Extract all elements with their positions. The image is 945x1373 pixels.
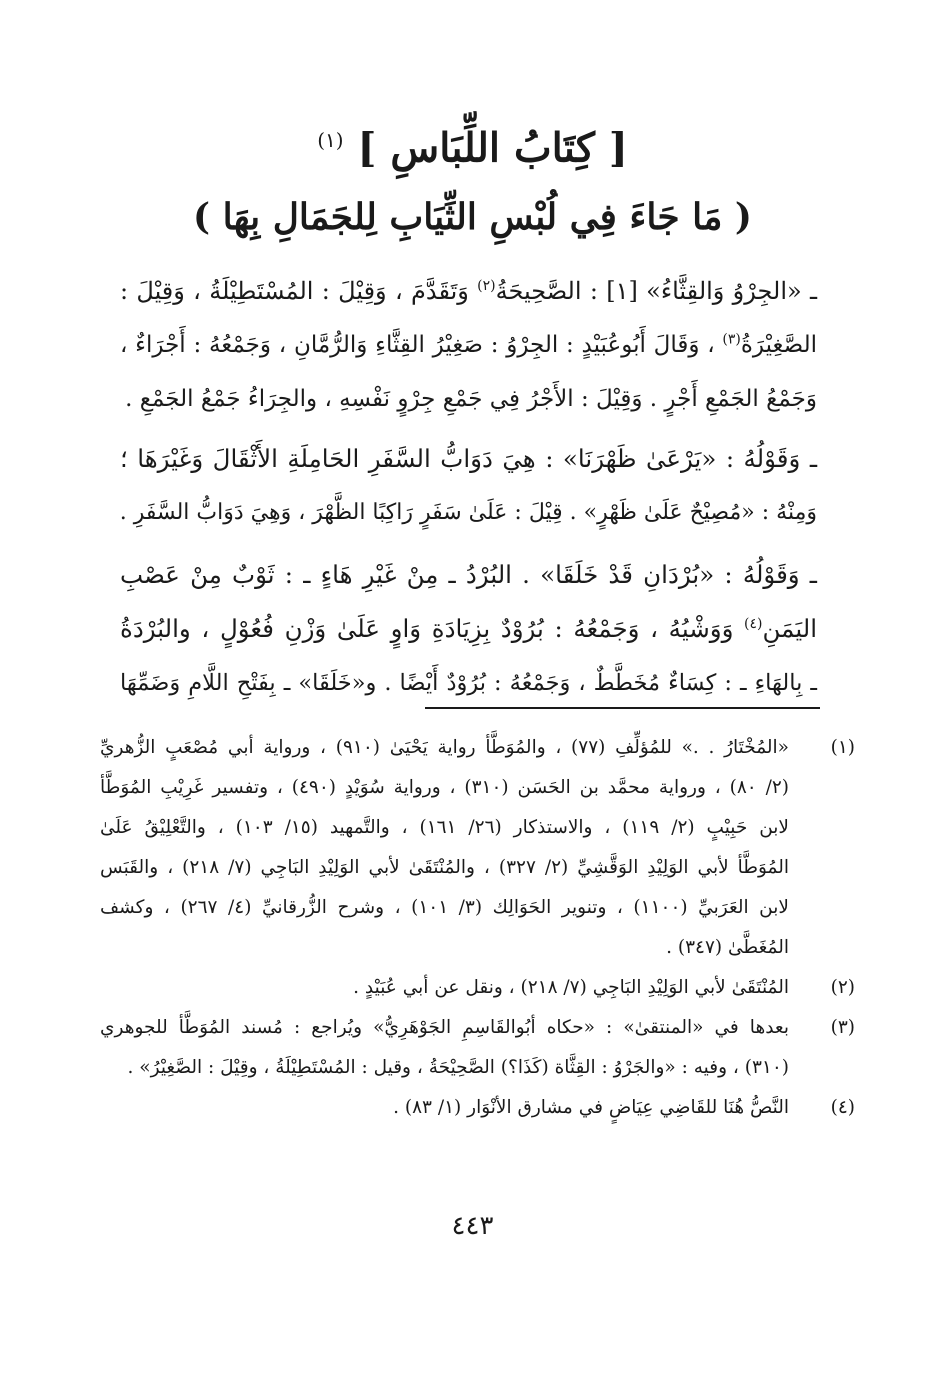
entry-text: ، وَقَالَ أَبُوعُبَيْدٍ : الجِرْوُ : صَغِيْرُ القِثَّاءِ وَالرُّمَّانِ ، وَجَمْعُهُ : أَجْرَاءٌ ،	[120, 332, 723, 358]
footnote-3	[100, 1008, 855, 1088]
entry-line	[120, 548, 817, 602]
entry-text: وَمِنْهُ : «مُصِيْحٌ عَلَىٰ ظَهْرٍ» . قِيْلَ : عَلَىٰ سَفَرٍ رَاكِبًا الظَّهْرَ ، وَهِيَ دَوَابُّ السَّفَرِ .	[119, 500, 817, 525]
footnote-ref: (٢)	[477, 278, 496, 294]
footnote-line: «المُخْتَارُ . .» للمُؤلِّفِ (٧٧) ، والمُوَطَّأ رواية يَحْيَىٰ (٩١٠) ، ورواية أبي مُصْعَبٍ الزُّهريِّ	[100, 737, 789, 758]
footnote-line: لابن حَبِيْبٍ (٢/ ١١٩) ، والاستذكار (٢٦/ ١٦١) ، والتَّمهيد (١٥/ ١٠٣) ، والتَّعْلِيْقُ عَلَىٰ	[100, 817, 789, 838]
entry-zahrana	[120, 432, 817, 540]
entry-text: ـ بِالهَاءِ ـ : كِسَاءٌ مُخَطَّطٌ ، وَجَمْعُهُ : بُرُوْدٌ أَيْضًا . و«خَلَقَا» ـ بِفَتْحِ اللَّامِ وَضَمِّهَا	[120, 670, 817, 696]
entry-line	[120, 656, 817, 710]
page-number: ٤٤٣	[451, 1211, 494, 1241]
footnote-ref: (٤)	[744, 615, 763, 632]
footnote-ref: (٣)	[722, 331, 741, 348]
entry-line	[120, 432, 817, 486]
entry-text: اليَمَنِ	[762, 614, 817, 643]
footnote-4	[100, 1088, 855, 1128]
footnote-number: (٤)	[830, 1097, 855, 1118]
entry-text: ـ وَقَوْلُهُ : «بُرْدَانِ قَدْ خَلَقَا» . البُرْدُ ـ مِنْ غَيْرِ هَاءٍ ـ : ثَوْبٌ مِنْ عَصْبِ	[120, 560, 817, 589]
footnote-2	[100, 968, 855, 1008]
footnote-line: بعدها في «المنتقىٰ» : «حكاه أبُوالقَاسِمِ الجَوْهَرِيُّ» ويُراجع : مُسند المُوَطَّأ للجوهري	[100, 1017, 789, 1038]
footnote-line: المُنْتَقَىٰ لأبي الوَلِيْدِ البَاجِي (٧/ ٢١٨) ، ونقل عن أبي عُبَيْدٍ .	[353, 977, 789, 998]
footnote-number: (١)	[830, 737, 855, 758]
entry-line	[120, 486, 817, 540]
entry-text: وَوَشْيُهُ ، وَجَمْعُهُ : بُرُوْدٌ بِزِيَادَةِ وَاوٍ عَلَىٰ وَزْنِ فُعُوْلٍ ، والبُرْدَةُ	[120, 614, 745, 643]
entry-line	[120, 372, 817, 426]
footnote-line: (٢/ ٨٠) ، ورواية محمَّد بن الحَسَن (٣١٠) ، ورواية سُوَيْدٍ (٤٩٠) ، وتفسير غَرِيْبِ المُوَطَّأ	[100, 777, 789, 798]
entry-line	[120, 318, 817, 372]
entry-text: ـ «الجِرْوُ وَالقِثَّاءُ» [١] : الصَّحِيحَةُ	[495, 277, 818, 305]
entry-text: وَجَمْعُ الجَمْعِ أَجْرٍ . وَقِيْلَ : الأَجْرُ فِي جَمْعِ جِرْوٍ نَفْسِهِ ، والجِرَاءُ جَمْعُ الجَمْعِ .	[125, 386, 817, 412]
entry-text: الصَّغِيْرَةُ	[740, 332, 817, 358]
book-title	[0, 112, 945, 176]
footnote-1	[100, 728, 855, 968]
footnote-separator	[425, 707, 820, 709]
entry-burdan	[120, 548, 817, 710]
footnote-line: (٣١٠) ، وفيه : «والجَرْوُ : القِثَّاة (كَذَا؟) الصَّحِيْحَةُ ، وقيل : المُسْتَطِيْلَةُ ، وقِيْلَ : الصَّغِيْرُ» .	[127, 1057, 789, 1078]
book-title-footnote-ref: (١)	[317, 128, 344, 152]
book-title-text: [ كِتَابُ اللِّبَاسِ ]	[357, 124, 628, 172]
entry-text: ـ وَقَوْلُهُ : «يَرْعَىٰ ظَهْرَنَا» : هِيَ دَوَابُّ السَّفَرِ الحَامِلَةِ الأَثْقَالَ وَغَيْرَهَا ؛	[120, 444, 817, 473]
footnote-line: المُغَطَّىٰ (٣٤٧) .	[666, 937, 789, 958]
entry-jirw	[120, 264, 817, 426]
footnotes	[100, 728, 855, 1128]
chapter-title: ( مَا جَاءَ فِي لُبْسِ الثِّيَابِ لِلجَمَالِ بِهَا )	[193, 196, 752, 238]
footnote-number: (٢)	[830, 977, 855, 998]
entry-line	[120, 602, 817, 656]
entry-text: وَتَقَدَّمَ ، وَقِيْلَ : المُسْتَطِيْلَةُ ، وَقِيْلَ :	[120, 277, 478, 305]
footnote-number: (٣)	[830, 1017, 855, 1038]
footnote-line: لابن العَرَبيِّ (١١٠٠) ، وتنوير الحَوَالِك (٣/ ١٠١) ، وشرح الزُّرقانيِّ (٤/ ٢٦٧) ، وكشف	[100, 897, 789, 918]
entry-line	[120, 264, 817, 318]
footnote-line: النَّصُّ هُنَا للقَاضِي عِيَاضٍ في مشارق الأنْوَار (١/ ٨٣) .	[393, 1097, 789, 1118]
footnote-line: المُوَطَّأ لأبي الوَلِيْدِ الوَقَّشِيِّ (٢/ ٣٢٧) ، والمُنْتَقَىٰ لأبي الوَلِيْدِ البَاجِي (٧/ ٢١٨) ، والقَبَس	[100, 857, 789, 878]
